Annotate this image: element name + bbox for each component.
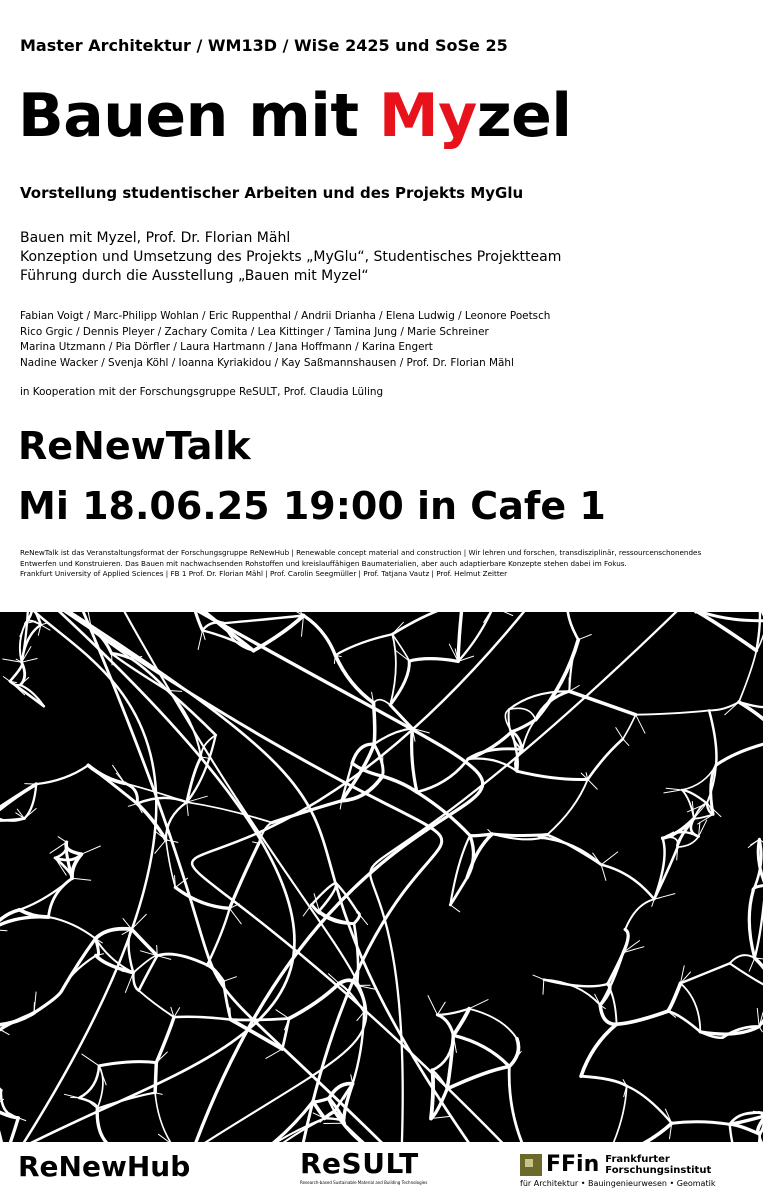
participant-line: Nadine Wacker / Svenja Köhl / Ioanna Kyriakidou / Kay Saßmannshausen / Prof. Dr. Florian Mähl [20, 356, 514, 369]
participant-line: Rico Grgic / Dennis Pleyer / Zachary Comita / Lea Kittinger / Tamina Jung / Marie Schreiner [20, 325, 489, 338]
result-logo-tagline: Research-based Sustainable Material and Building Technologies [300, 1180, 428, 1185]
participant-list [20, 309, 550, 371]
ffin-logo-tagline: für Architektur • Bauingenieurwesen • Geomatik [520, 1179, 716, 1188]
event-name: ReNewTalk [18, 424, 251, 468]
participant-line: Marina Utzmann / Pia Dörfler / Laura Hartmann / Jana Hoffmann / Karina Engert [20, 341, 433, 354]
fine-print-about: ReNewTalk ist das Veranstaltungsformat der Forschungsgruppe ReNewHub | Renewable concept material and construction | Wir lehren und forschen, transdisziplinär, ressourcenschonendes Entwerfen und Konstruieren. Das Bauen mit nachwachsenden Rohstoffen und kreislauffähigen Baumaterialien, aber auch adaptierbare Konzepte stehen dabei im Fokus. [20, 548, 702, 568]
renewhub-logo: ReNewHub [18, 1150, 191, 1183]
course-info: Master Architektur / WM13D / WiSe 2425 und SoSe 25 [20, 36, 508, 55]
event-date-location: Mi 18.06.25 19:00 in Cafe 1 [18, 484, 606, 528]
title-rest: zel [476, 81, 572, 151]
participant-line: Fabian Voigt / Marc-Philipp Wohlan / Eric Ruppenthal / Andrii Drianha / Elena Ludwig / Leonore Poetsch [20, 310, 551, 322]
program-list [20, 229, 561, 286]
fine-print [20, 548, 735, 580]
program-item: Führung durch die Ausstellung „Bauen mit Myzel“ [20, 268, 369, 284]
ffin-mark-icon [520, 1154, 542, 1176]
ffin-logo [520, 1154, 715, 1188]
mycelium-network-image [0, 612, 763, 1142]
fine-print-credits: Frankfurt University of Applied Sciences | FB 1 Prof. Dr. Florian Mähl | Prof. Carolin Seegmüller | Prof. Tatjana Vautz | Prof. Helmut Zeitter [20, 569, 508, 579]
ffin-logo-word: FFin [546, 1152, 600, 1177]
title-accent: My [378, 81, 477, 151]
program-item: Bauen mit Myzel, Prof. Dr. Florian Mähl [20, 230, 291, 246]
poster-title [18, 81, 572, 151]
result-logo [300, 1147, 428, 1185]
title-main: Bauen mit [18, 81, 379, 151]
program-item: Konzeption und Umsetzung des Projekts „MyGlu“, Studentisches Projektteam [20, 249, 562, 265]
ffin-logo-name: Frankfurter Forschungsinstitut [605, 1154, 712, 1176]
cooperation-note: in Kooperation mit der Forschungsgruppe ReSULT, Prof. Claudia Lüling [20, 386, 384, 398]
result-logo-word: ReSULT [300, 1147, 419, 1180]
poster-subtitle: Vorstellung studentischer Arbeiten und des Projekts MyGlu [20, 184, 524, 202]
